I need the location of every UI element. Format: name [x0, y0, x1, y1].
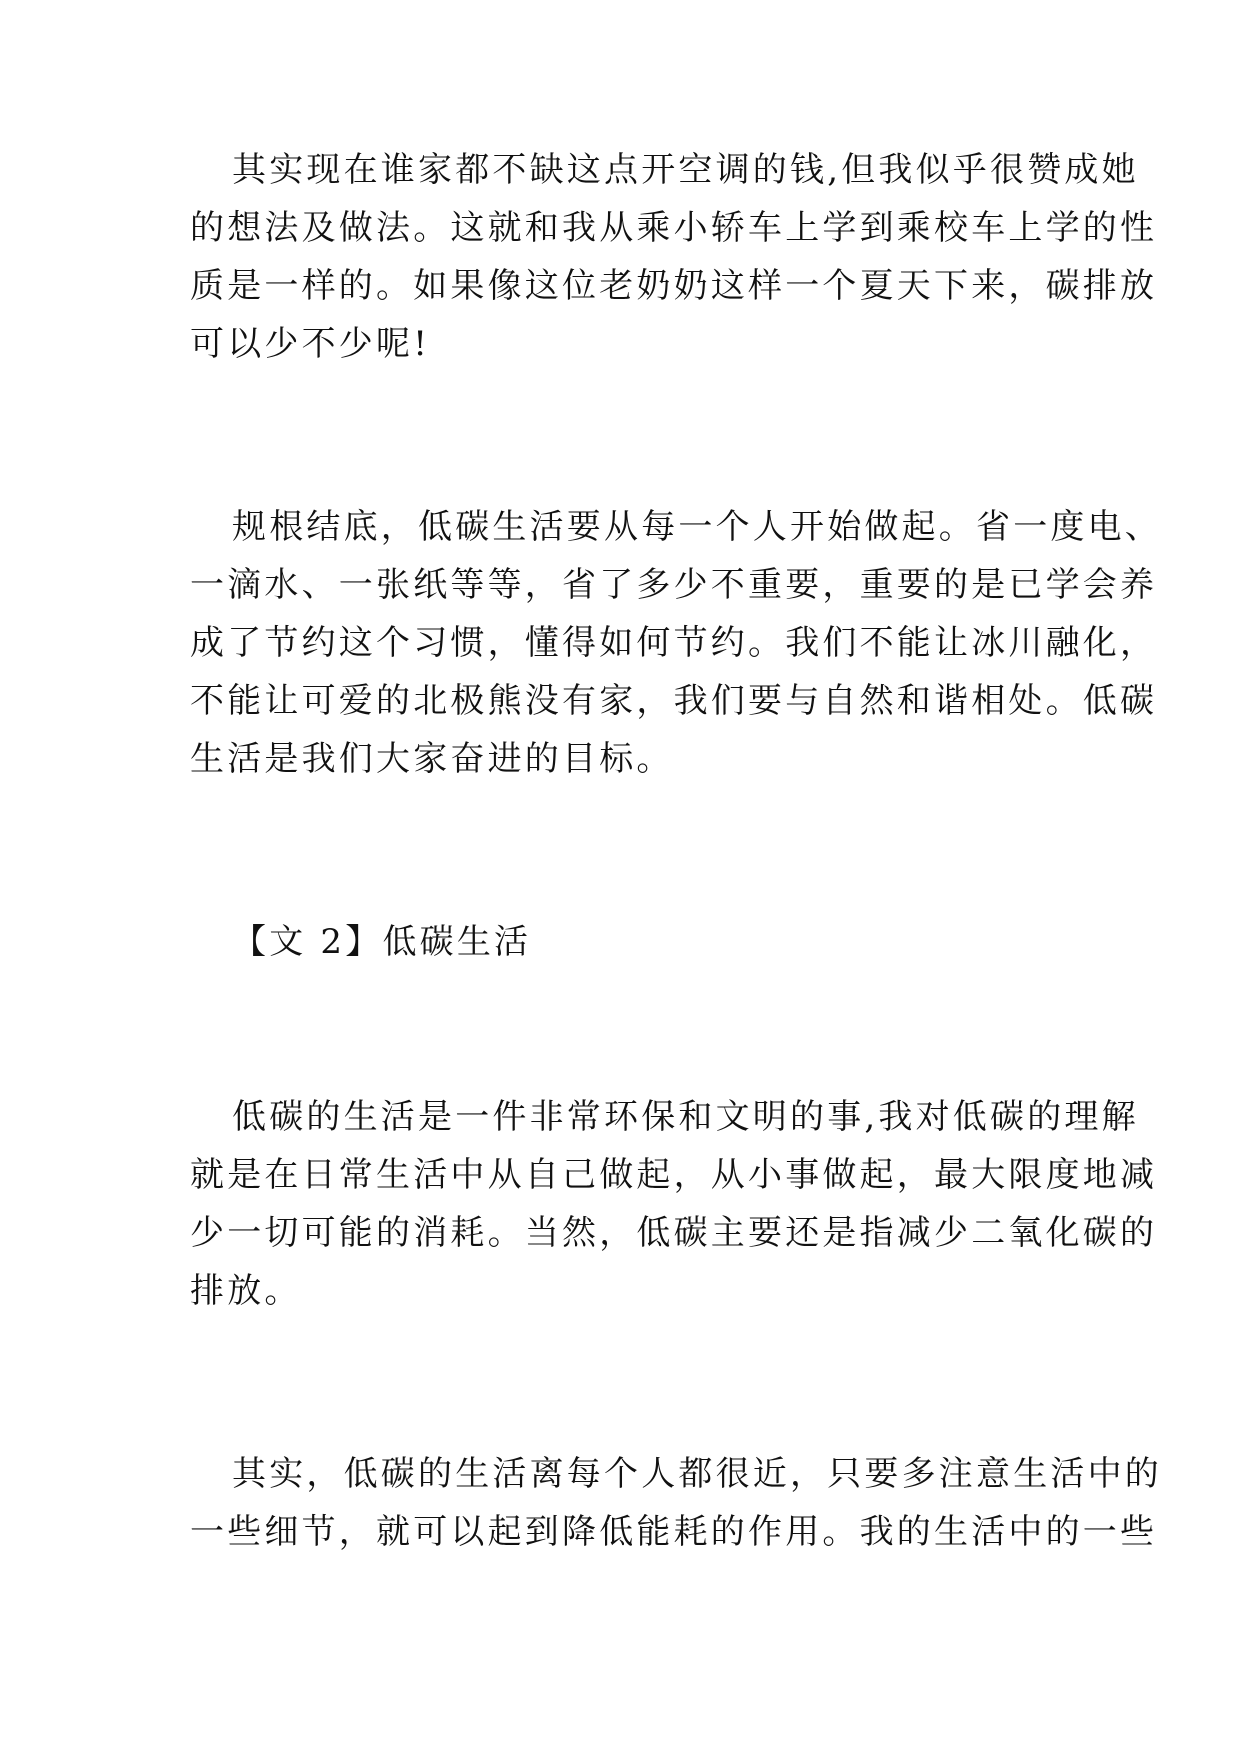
paragraph-1-line-4: 可以少不少呢! [190, 324, 431, 364]
paragraph-2-line-1: 规根结底，低碳生活要从每一个人开始做起。省一度电、 [232, 507, 1162, 547]
paragraph-3-line-3: 少一切可能的消耗。当然，低碳主要还是指减少二氧化碳的 [190, 1213, 1158, 1253]
paragraph-2-line-5: 生活是我们大家奋进的目标。 [190, 739, 674, 779]
paragraph-2-line-3: 成了节约这个习惯，懂得如何节约。我们不能让冰川融化， [190, 623, 1158, 663]
paragraph-4-line-2: 一些细节，就可以起到降低能耗的作用。我的生活中的一些 [190, 1512, 1158, 1552]
paragraph-3-line-4: 排放。 [190, 1271, 302, 1311]
paragraph-1-line-2: 的想法及做法。这就和我从乘小轿车上学到乘校车上学的性 [190, 208, 1158, 248]
paragraph-3-line-2: 就是在日常生活中从自己做起，从小事做起，最大限度地减 [190, 1155, 1158, 1195]
paragraph-1-line-1: 其实现在谁家都不缺这点开空调的钱,但我似乎很赞成她 [232, 150, 1139, 190]
paragraph-2-line-4: 不能让可爱的北极熊没有家，我们要与自然和谐相处。低碳 [190, 681, 1158, 721]
paragraph-3-line-1: 低碳的生活是一件非常环保和文明的事,我对低碳的理解 [232, 1097, 1139, 1137]
paragraph-4-line-1: 其实，低碳的生活离每个人都很近，只要多注意生活中的 [232, 1454, 1162, 1494]
section-heading: 【文 2】低碳生活 [232, 922, 532, 962]
paragraph-1-line-3: 质是一样的。如果像这位老奶奶这样一个夏天下来，碳排放 [190, 266, 1158, 306]
paragraph-2-line-2: 一滴水、一张纸等等，省了多少不重要，重要的是已学会养 [190, 565, 1158, 605]
